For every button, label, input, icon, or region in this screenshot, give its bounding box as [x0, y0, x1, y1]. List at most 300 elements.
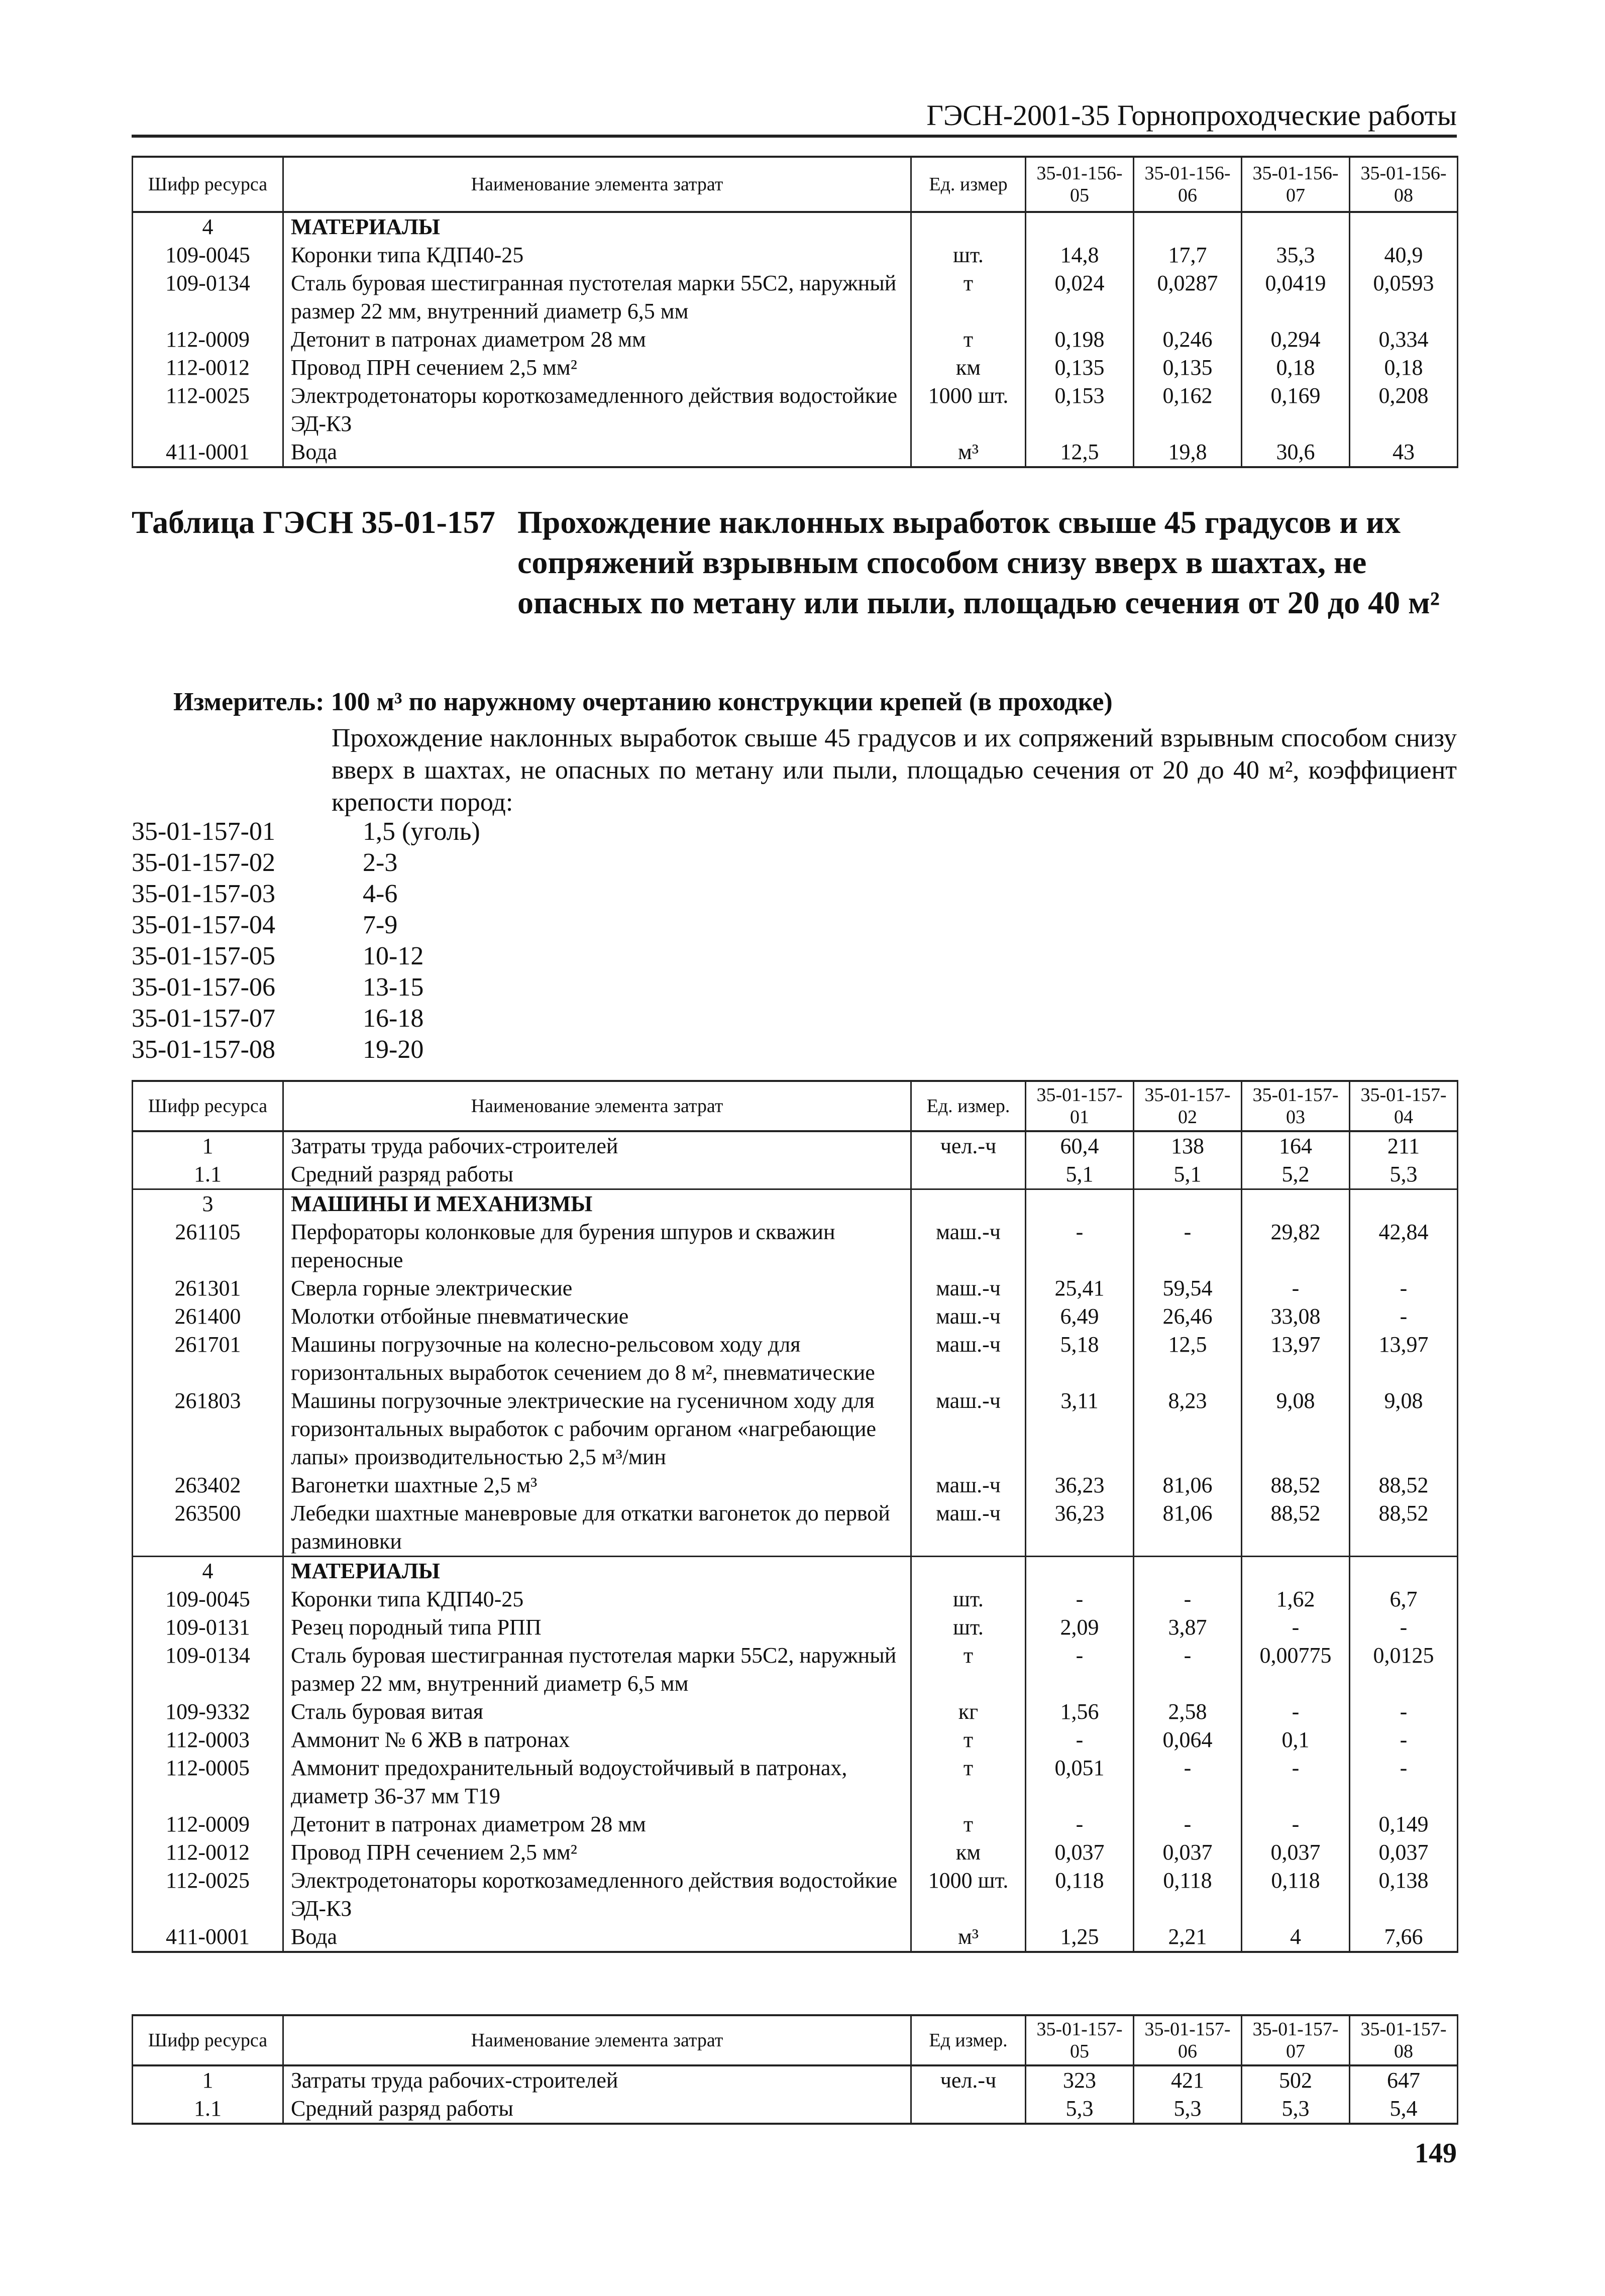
resource-code: 112-0025: [133, 382, 283, 438]
norm-value: 29,82: [1242, 1218, 1350, 1274]
norm-value: -: [1242, 1698, 1350, 1726]
unit: 1000 шт.: [911, 382, 1026, 438]
resource-code: 109-0134: [133, 269, 283, 325]
norm-value: 502: [1242, 2065, 1350, 2095]
table-row: [133, 1867, 1458, 1923]
norm-value: -: [1026, 1218, 1134, 1274]
resource-code: 112-0009: [133, 1810, 283, 1838]
resource-code: 261701: [133, 1331, 283, 1387]
table-row: [133, 1274, 1458, 1302]
col-header-name: Наименование элемента затрат: [283, 2015, 911, 2065]
table-row: [133, 2065, 1458, 2095]
resource-code: 112-0012: [133, 354, 283, 382]
norm-value: [1134, 1189, 1242, 1219]
resource-code: 112-0003: [133, 1726, 283, 1754]
resource-code: 112-0005: [133, 1754, 283, 1810]
table-row: [133, 1471, 1458, 1499]
table-row: [133, 438, 1458, 467]
norm-value: 6,49: [1026, 1302, 1134, 1331]
unit: м³: [911, 438, 1026, 467]
table-row: [133, 1923, 1458, 1952]
resource-code: 3: [133, 1189, 283, 1219]
resource-name: Аммонит предохранительный водоустойчивый в патронах, диаметр 36-37 мм Т19: [283, 1754, 911, 1810]
resource-name: Электродетонаторы короткозамедленного действия водостойкие ЭД-КЗ: [283, 382, 911, 438]
norm-value: 43: [1350, 438, 1458, 467]
resource-name: Сталь буровая шестигранная пустотелая марки 55С2, наружный размер 22 мм, внутренний диаметр 6,5 мм: [283, 1642, 911, 1698]
norm-code: 35-01-157-05: [132, 942, 275, 970]
norm-value: -: [1242, 1810, 1350, 1838]
unit: т: [911, 1726, 1026, 1754]
norm-value: -: [1134, 1754, 1242, 1810]
col-header-norm: 35-01-157-03: [1242, 1081, 1350, 1131]
norm-value: 0,1: [1242, 1726, 1350, 1754]
unit: чел.-ч: [911, 1131, 1026, 1160]
norm-code: 35-01-157-03: [132, 880, 275, 908]
norm-value: 13,97: [1242, 1331, 1350, 1387]
rock-hardness: 4-6: [363, 880, 398, 908]
unit: маш.-ч: [911, 1302, 1026, 1331]
norm-value: 0,334: [1350, 325, 1458, 354]
resource-name: МАШИНЫ И МЕХАНИЗМЫ: [283, 1189, 911, 1219]
norm-value: 0,00775: [1242, 1642, 1350, 1698]
resource-code: 109-9332: [133, 1698, 283, 1726]
norm-value: 0,0419: [1242, 269, 1350, 325]
rock-hardness: 19-20: [363, 1035, 424, 1064]
table-row: [133, 1613, 1458, 1642]
table-row: [133, 1726, 1458, 1754]
resource-name: Машины погрузочные электрические на гусеничном ходу для горизонтальных выработок с рабочим органом «нагребающие лапы» производительностью 2,5 м³/мин: [283, 1387, 911, 1471]
norm-value: -: [1350, 1726, 1458, 1754]
norm-value: 647: [1350, 2065, 1458, 2095]
unit: маш.-ч: [911, 1274, 1026, 1302]
unit: маш.-ч: [911, 1499, 1026, 1557]
norm-value: 12,5: [1134, 1331, 1242, 1387]
norm-value: 164: [1242, 1131, 1350, 1160]
resource-name: Машины погрузочные на колесно-рельсовом ходу для горизонтальных выработок сечением до 8 м², пневматические: [283, 1331, 911, 1387]
unit: т: [911, 1810, 1026, 1838]
norm-value: 2,21: [1134, 1923, 1242, 1952]
unit: шт.: [911, 241, 1026, 269]
resource-name: МАТЕРИАЛЫ: [283, 1557, 911, 1586]
resource-name: Электродетонаторы короткозамедленного действия водостойкие ЭД-КЗ: [283, 1867, 911, 1923]
col-header-name: Наименование элемента затрат: [283, 157, 911, 212]
norm-value: [1026, 1557, 1134, 1586]
norm-value: 26,46: [1134, 1302, 1242, 1331]
norm-value: 25,41: [1026, 1274, 1134, 1302]
resource-name: Детонит в патронах диаметром 28 мм: [283, 325, 911, 354]
unit: км: [911, 354, 1026, 382]
col-header-norm: 35-01-157-04: [1350, 1081, 1458, 1131]
col-header-norm: 35-01-156-05: [1026, 157, 1134, 212]
norm-code-item: [132, 879, 480, 910]
norm-value: 0,0125: [1350, 1642, 1458, 1698]
norm-value: 421: [1134, 2065, 1242, 2095]
norm-value: 59,54: [1134, 1274, 1242, 1302]
norm-value: 1,62: [1242, 1585, 1350, 1613]
resource-table-157-01-04: [132, 1080, 1458, 1953]
unit: км: [911, 1838, 1026, 1867]
norm-value: 0,037: [1134, 1838, 1242, 1867]
norm-codes-list: [132, 816, 480, 1065]
table-row: [133, 2095, 1458, 2124]
resource-code: 1: [133, 1131, 283, 1160]
norm-value: 323: [1026, 2065, 1134, 2095]
table-row: [133, 1585, 1458, 1613]
resource-name: Средний разряд работы: [283, 1160, 911, 1189]
table-row: [133, 382, 1458, 438]
resource-name: Сталь буровая шестигранная пустотелая марки 55С2, наружный размер 22 мм, внутренний диаметр 6,5 мм: [283, 269, 911, 325]
norm-value: 0,118: [1134, 1867, 1242, 1923]
norm-value: 4: [1242, 1923, 1350, 1952]
norm-value: -: [1134, 1218, 1242, 1274]
rock-hardness: 1,5 (уголь): [363, 817, 480, 846]
resource-code: 1.1: [133, 2095, 283, 2124]
norm-value: 5,2: [1242, 1160, 1350, 1189]
norm-value: -: [1026, 1642, 1134, 1698]
unit: маш.-ч: [911, 1218, 1026, 1274]
col-header-norm: 35-01-156-08: [1350, 157, 1458, 212]
col-header-norm: 35-01-157-07: [1242, 2015, 1350, 2065]
norm-value: [1026, 212, 1134, 241]
resource-code: 109-0134: [133, 1642, 283, 1698]
norm-value: 14,8: [1026, 241, 1134, 269]
table-row: [133, 1331, 1458, 1387]
norm-value: 0,0287: [1134, 269, 1242, 325]
table-row: [133, 1499, 1458, 1557]
table-row: [133, 269, 1458, 325]
norm-value: 40,9: [1350, 241, 1458, 269]
table-row: [133, 1160, 1458, 1189]
norm-value: 8,23: [1134, 1387, 1242, 1471]
page-number: 149: [1415, 2138, 1457, 2169]
norm-value: [1350, 212, 1458, 241]
resource-code: 4: [133, 212, 283, 241]
norm-value: [1134, 212, 1242, 241]
norm-value: 0,0593: [1350, 269, 1458, 325]
norm-value: -: [1350, 1302, 1458, 1331]
unit: кг: [911, 1698, 1026, 1726]
table-row: [133, 241, 1458, 269]
unit: маш.-ч: [911, 1387, 1026, 1471]
norm-value: [1242, 212, 1350, 241]
unit: [911, 1160, 1026, 1189]
norm-value: 36,23: [1026, 1471, 1134, 1499]
norm-value: 0,169: [1242, 382, 1350, 438]
norm-value: -: [1350, 1613, 1458, 1642]
unit: 1000 шт.: [911, 1867, 1026, 1923]
norm-code: 35-01-157-01: [132, 817, 275, 846]
table-header-row: [133, 157, 1458, 212]
unit: [911, 2095, 1026, 2124]
norm-value: [1350, 1557, 1458, 1586]
norm-value: 5,18: [1026, 1331, 1134, 1387]
norm-value: -: [1350, 1698, 1458, 1726]
norm-value: 33,08: [1242, 1302, 1350, 1331]
norm-value: -: [1026, 1585, 1134, 1613]
norm-value: 0,037: [1026, 1838, 1134, 1867]
resource-name: Лебедки шахтные маневровые для откатки вагонеток до первой разминовки: [283, 1499, 911, 1557]
col-header-code: Шифр ресурса: [133, 1081, 283, 1131]
norm-value: 0,135: [1026, 354, 1134, 382]
norm-value: 2,09: [1026, 1613, 1134, 1642]
col-header-unit: Ед. измер.: [911, 1081, 1026, 1131]
resource-table-156: [132, 156, 1458, 468]
resource-name: МАТЕРИАЛЫ: [283, 212, 911, 241]
resource-code: 263500: [133, 1499, 283, 1557]
unit: чел.-ч: [911, 2065, 1026, 2095]
resource-name: Аммонит № 6 ЖВ в патронах: [283, 1726, 911, 1754]
resource-name: Средний разряд работы: [283, 2095, 911, 2124]
norm-value: 7,66: [1350, 1923, 1458, 1952]
table-description: Прохождение наклонных выработок свыше 45 градусов и их сопряжений взрывным способом снизу вверх в шахтах, не опасных по метану или пыли, площадью сечения от 20 до 40 м², коэффициент крепости пород:: [332, 724, 1457, 817]
norm-value: 42,84: [1350, 1218, 1458, 1274]
norm-value: 0,149: [1350, 1810, 1458, 1838]
norm-value: 81,06: [1134, 1499, 1242, 1557]
norm-value: 88,52: [1242, 1471, 1350, 1499]
norm-value: 0,246: [1134, 325, 1242, 354]
resource-name: Вода: [283, 1923, 911, 1952]
norm-value: 1,25: [1026, 1923, 1134, 1952]
resource-code: 1: [133, 2065, 283, 2095]
norm-value: [1242, 1557, 1350, 1586]
rock-hardness: 16-18: [363, 1004, 424, 1033]
norm-code-item: [132, 972, 480, 1003]
rock-hardness: 2-3: [363, 848, 398, 877]
norm-value: 0,037: [1350, 1838, 1458, 1867]
col-header-norm: 35-01-157-02: [1134, 1081, 1242, 1131]
col-header-unit: Ед. измер: [911, 157, 1026, 212]
measure-line: [173, 687, 1113, 717]
norm-value: 0,18: [1350, 354, 1458, 382]
norm-value: [1350, 1189, 1458, 1219]
table-title-label: Таблица ГЭСН 35-01-157: [132, 504, 495, 540]
norm-value: [1242, 1189, 1350, 1219]
section-row: [133, 1557, 1458, 1586]
norm-code-item: [132, 847, 480, 879]
norm-value: 0,294: [1242, 325, 1350, 354]
norm-value: 0,064: [1134, 1726, 1242, 1754]
col-header-unit: Ед измер.: [911, 2015, 1026, 2065]
norm-value: 9,08: [1350, 1387, 1458, 1471]
norm-value: -: [1134, 1810, 1242, 1838]
norm-value: 0,037: [1242, 1838, 1350, 1867]
norm-value: 5,3: [1242, 2095, 1350, 2124]
norm-value: [1026, 1189, 1134, 1219]
norm-code-item: [132, 816, 480, 847]
norm-value: 0,024: [1026, 269, 1134, 325]
norm-value: 5,1: [1026, 1160, 1134, 1189]
norm-code-item: [132, 941, 480, 972]
header-rule: [132, 135, 1457, 138]
rock-hardness: 13-15: [363, 973, 424, 1002]
norm-value: 0,118: [1242, 1867, 1350, 1923]
norm-code: 35-01-157-02: [132, 848, 275, 877]
norm-value: 6,7: [1350, 1585, 1458, 1613]
norm-value: 36,23: [1026, 1499, 1134, 1557]
table-title-text: Прохождение наклонных выработок свыше 45 градусов и их сопряжений взрывным способом снизу вверх в шахтах, не опасных по метану или пыли, площадью сечения от 20 до 40 м²: [517, 504, 1440, 620]
norm-value: 3,87: [1134, 1613, 1242, 1642]
resource-code: 109-0045: [133, 1585, 283, 1613]
table-row: [133, 1218, 1458, 1274]
col-header-norm: 35-01-157-01: [1026, 1081, 1134, 1131]
resource-code: 4: [133, 1557, 283, 1586]
resource-name: Провод ПРН сечением 2,5 мм²: [283, 1838, 911, 1867]
norm-value: 0,18: [1242, 354, 1350, 382]
norm-value: 0,138: [1350, 1867, 1458, 1923]
norm-value: 81,06: [1134, 1471, 1242, 1499]
unit: [911, 1189, 1026, 1219]
table-header-row: [133, 1081, 1458, 1131]
measure-value: 100 м³ по наружному очертанию конструкции крепей (в проходке): [331, 688, 1113, 716]
norm-value: 9,08: [1242, 1387, 1350, 1471]
section-row: [133, 212, 1458, 241]
norm-value: -: [1026, 1726, 1134, 1754]
norm-code-item: [132, 1034, 480, 1065]
norm-value: 5,1: [1134, 1160, 1242, 1189]
norm-value: 1,56: [1026, 1698, 1134, 1726]
norm-value: 5,4: [1350, 2095, 1458, 2124]
resource-code: 411-0001: [133, 438, 283, 467]
norm-code-item: [132, 1003, 480, 1034]
norm-value: -: [1026, 1810, 1134, 1838]
resource-name: Затраты труда рабочих-строителей: [283, 2065, 911, 2095]
resource-code: 1.1: [133, 1160, 283, 1189]
unit: шт.: [911, 1613, 1026, 1642]
unit: т: [911, 269, 1026, 325]
norm-value: 30,6: [1242, 438, 1350, 467]
resource-code: 261803: [133, 1387, 283, 1471]
norm-value: 13,97: [1350, 1331, 1458, 1387]
norm-value: 88,52: [1242, 1499, 1350, 1557]
norm-value: 35,3: [1242, 241, 1350, 269]
norm-value: 0,162: [1134, 382, 1242, 438]
unit: т: [911, 325, 1026, 354]
col-header-norm: 35-01-157-06: [1134, 2015, 1242, 2065]
norm-value: 17,7: [1134, 241, 1242, 269]
norm-value: -: [1350, 1754, 1458, 1810]
resource-code: 411-0001: [133, 1923, 283, 1952]
norm-value: -: [1242, 1754, 1350, 1810]
resource-name: Вагонетки шахтные 2,5 м³: [283, 1471, 911, 1499]
resource-code: 263402: [133, 1471, 283, 1499]
resource-name: Сталь буровая витая: [283, 1698, 911, 1726]
resource-name: Затраты труда рабочих-строителей: [283, 1131, 911, 1160]
norm-value: -: [1350, 1274, 1458, 1302]
resource-code: 109-0045: [133, 241, 283, 269]
col-header-code: Шифр ресурса: [133, 2015, 283, 2065]
norm-value: 0,051: [1026, 1754, 1134, 1810]
norm-value: 3,11: [1026, 1387, 1134, 1471]
norm-value: 0,208: [1350, 382, 1458, 438]
rock-hardness: 10-12: [363, 942, 424, 970]
norm-value: 88,52: [1350, 1499, 1458, 1557]
unit: [911, 1557, 1026, 1586]
norm-value: 0,198: [1026, 325, 1134, 354]
norm-value: 88,52: [1350, 1471, 1458, 1499]
resource-code: 112-0009: [133, 325, 283, 354]
table-row: [133, 1810, 1458, 1838]
unit: [911, 212, 1026, 241]
resource-code: 261400: [133, 1302, 283, 1331]
resource-code: 261105: [133, 1218, 283, 1274]
table-row: [133, 1131, 1458, 1160]
unit: маш.-ч: [911, 1471, 1026, 1499]
measure-label: Измеритель:: [173, 688, 325, 716]
resource-code: 112-0012: [133, 1838, 283, 1867]
table-header-row: [133, 2015, 1458, 2065]
resource-table-157-05-08: [132, 2014, 1458, 2125]
unit: т: [911, 1754, 1026, 1810]
unit: маш.-ч: [911, 1331, 1026, 1387]
resource-name: Резец породный типа РПП: [283, 1613, 911, 1642]
resource-name: Молотки отбойные пневматические: [283, 1302, 911, 1331]
norm-value: 2,58: [1134, 1698, 1242, 1726]
norm-value: 5,3: [1134, 2095, 1242, 2124]
resource-name: Сверла горные электрические: [283, 1274, 911, 1302]
norm-value: -: [1134, 1642, 1242, 1698]
norm-value: 12,5: [1026, 438, 1134, 467]
table-row: [133, 1302, 1458, 1331]
table-row: [133, 1387, 1458, 1471]
resource-name: Перфораторы колонковые для бурения шпуров и скважин переносные: [283, 1218, 911, 1274]
norm-value: 19,8: [1134, 438, 1242, 467]
norm-value: 5,3: [1350, 1160, 1458, 1189]
norm-code: 35-01-157-08: [132, 1035, 275, 1064]
norm-value: 5,3: [1026, 2095, 1134, 2124]
norm-value: -: [1134, 1585, 1242, 1613]
norm-value: 138: [1134, 1131, 1242, 1160]
norm-value: 0,135: [1134, 354, 1242, 382]
col-header-norm: 35-01-156-07: [1242, 157, 1350, 212]
resource-name: Провод ПРН сечением 2,5 мм²: [283, 354, 911, 382]
col-header-name: Наименование элемента затрат: [283, 1081, 911, 1131]
resource-code: 112-0025: [133, 1867, 283, 1923]
table-row: [133, 1838, 1458, 1867]
rock-hardness: 7-9: [363, 911, 398, 939]
resource-name: Коронки типа КДП40-25: [283, 1585, 911, 1613]
resource-name: Детонит в патронах диаметром 28 мм: [283, 1810, 911, 1838]
norm-code: 35-01-157-07: [132, 1004, 275, 1033]
unit: шт.: [911, 1585, 1026, 1613]
resource-code: 261301: [133, 1274, 283, 1302]
unit: м³: [911, 1923, 1026, 1952]
unit: т: [911, 1642, 1026, 1698]
table-row: [133, 1642, 1458, 1698]
resource-name: Коронки типа КДП40-25: [283, 241, 911, 269]
norm-value: -: [1242, 1274, 1350, 1302]
norm-value: [1134, 1557, 1242, 1586]
norm-value: 0,118: [1026, 1867, 1134, 1923]
norm-code-item: [132, 910, 480, 941]
col-header-norm: 35-01-157-05: [1026, 2015, 1134, 2065]
norm-code: 35-01-157-04: [132, 911, 275, 939]
norm-value: 0,153: [1026, 382, 1134, 438]
section-row: [133, 1189, 1458, 1219]
norm-value: -: [1242, 1613, 1350, 1642]
col-header-norm: 35-01-156-06: [1134, 157, 1242, 212]
resource-code: 109-0131: [133, 1613, 283, 1642]
col-header-norm: 35-01-157-08: [1350, 2015, 1458, 2065]
col-header-code: Шифр ресурса: [133, 157, 283, 212]
norm-value: 211: [1350, 1131, 1458, 1160]
norm-value: 60,4: [1026, 1131, 1134, 1160]
table-row: [133, 325, 1458, 354]
resource-name: Вода: [283, 438, 911, 467]
running-header: ГЭСН-2001-35 Горнопроходческие работы: [926, 99, 1457, 132]
table-row: [133, 354, 1458, 382]
table-row: [133, 1754, 1458, 1810]
table-row: [133, 1698, 1458, 1726]
